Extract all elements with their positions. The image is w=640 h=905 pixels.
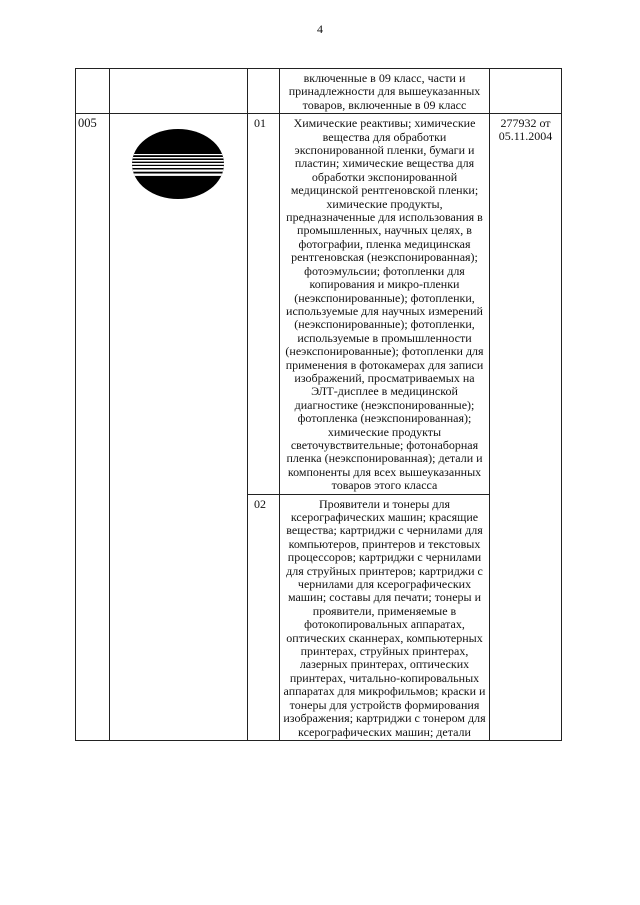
code-cell (76, 69, 110, 114)
class-cell: 02 (248, 494, 280, 740)
table-row (76, 114, 562, 494)
trademark-table (75, 68, 562, 741)
code-cell: 005 (76, 114, 110, 741)
class-cell: 01 (248, 114, 280, 494)
image-cell (110, 69, 248, 114)
image-cell (110, 114, 248, 741)
registration-cell: 277932 от 05.11.2004 (490, 114, 562, 741)
class-cell (248, 69, 280, 114)
goods-cell: Проявители и тонеры для ксерографических машин; красящие вещества; картриджи с чернилами для компьютеров, принтеров и текстовых процессоров; картриджи с чернилами для струйных принтеров; картриджи с чернилами для ксерографических машин; составы для печати; тонеры и проявители, применяемые в фотокопировальных аппаратах, оптических сканнерах, компьютерных принтерах, струйных принтерах, лазерных принтерах, оптических принтерах, читально-копировальных аппаратах для микрофильмов; краски и тонеры для устройств формирования изображения; картриджи с тонером для ксерографических машин; детали (280, 494, 490, 740)
registration-cell (490, 69, 562, 114)
goods-cell: Химические реактивы; химические вещества для обработки экспонированной пленки, бумаги и пластин; химические вещества для обработки экспонированной медицинской рентгеновской пленки; химические продукты, предназначенные для использования в промышленных, научных целях, в фотографии, пленка медицинская рентгеновская (неэкспонированная); фотоэмульсии; фотопленки для копирования и микро-пленки (неэкспонированные); фотопленки, используемые для научных измерений (неэкспонированные); фотопленки, используемые в промышленности (неэкспонированные); фотопленки для применения в фотокамерах для записи изображений, просматриваемых на ЭЛТ-дисплее в медицинской диагностике (неэкспонированные); фотопленка (неэкспонированная); химические продукты светочувствительные; фотонаборная пленка (неэкспонированная); детали и компоненты для всех вышеуказанных товаров этого класса (280, 114, 490, 494)
goods-cell: включенные в 09 класс, части и принадлежности для вышеуказанных товаров, включенные в 09 класс (280, 69, 490, 114)
page-number: 4 (317, 22, 323, 36)
striped-sphere-trademark-icon (124, 126, 232, 202)
table-row (76, 69, 562, 114)
